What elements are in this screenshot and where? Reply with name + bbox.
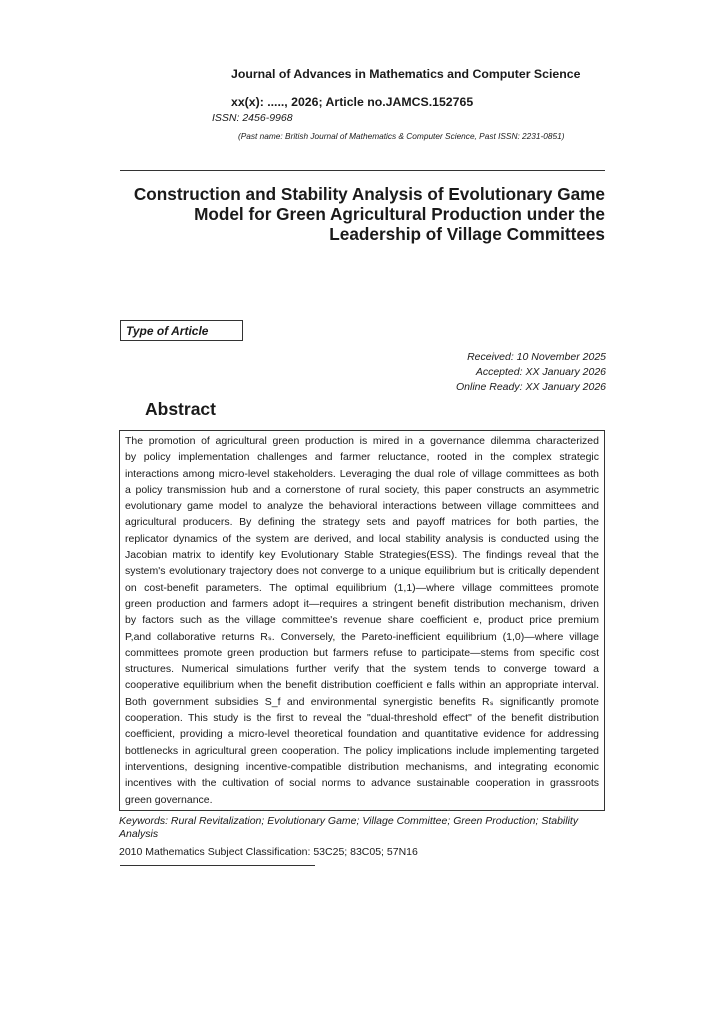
paper-title: Construction and Stability Analysis of Evolutionary Game Model for Green Agricultural Production under the Leadership of Village Committees (133, 184, 605, 244)
issn: ISSN: 2456-9968 (212, 112, 293, 124)
abstract-line: Both government subsidies S_f and environmental synergistic benefits Rₛ significantly promote (125, 695, 599, 708)
abstract-line: Jacobian matrix to identify key Evolutionary Stable Strategies(ESS). The findings reveal that the (125, 549, 599, 562)
footnote-rule (120, 865, 315, 866)
abstract-line: interventions, designing incentive-compatible distribution mechanisms, and integrating economic (125, 760, 599, 773)
accepted-date: Accepted: XX January 2026 (475, 366, 606, 378)
received-date: Received: 10 November 2025 (467, 351, 606, 363)
abstract-line: system's evolutionary trajectory does not converge to a unique equilibrium but is critically dependent (125, 565, 599, 578)
abstract-line: agricultural producers. By defining the strategy sets and payoff matrices for both parties, the (125, 516, 599, 529)
keywords: Keywords: Rural Revitalization; Evolutionary Game; Village Committee; Green Production; Stability Analysis (119, 815, 579, 840)
abstract-heading: Abstract (145, 399, 216, 419)
abstract-line: a policy transmission hub and a cornerstone of rural society, this paper constructs an asymmetric (125, 483, 599, 496)
abstract-box (119, 430, 605, 811)
abstract-line: interactions among micro-level stakeholders. Leveraging the dual role of village committees as both (125, 467, 599, 480)
abstract-line: structures. Numerical simulations further verify that the system tends to converge toward a (125, 663, 599, 676)
abstract-line: cooperative equilibrium when the benefit distribution coefficient e falls within an appropriate interval. (125, 679, 599, 692)
abstract-line: green production and farmers adopt it—requires a stringent benefit distribution mechanism, driven (125, 597, 599, 610)
abstract-line: replicator dynamics of the system are derived, and local stability analysis is conducted using the (125, 532, 599, 545)
abstract-line: bottlenecks in agricultural green cooperation. The policy implications include implementing targeted (125, 744, 599, 757)
abstract-line: The promotion of agricultural green production is mired in a governance dilemma characterized (125, 435, 599, 447)
subject-classification: 2010 Mathematics Subject Classification: 53C25; 83C05; 57N16 (119, 846, 418, 858)
online-date: Online Ready: XX January 2026 (455, 381, 606, 393)
header-rule (120, 170, 605, 171)
abstract-line: green governance. (125, 793, 213, 806)
abstract-line: on cost-benefit parameters. The optimal equilibrium (1,1)—where village committees promote (125, 581, 599, 594)
dates (456, 350, 606, 395)
article-type-box: Type of Article (120, 320, 243, 341)
abstract-line: cooperation. This study is the first to reveal the "dual-threshold effect" of the benefit distribution (125, 712, 599, 725)
journal-name: Journal of Advances in Mathematics and Computer Science (231, 67, 581, 81)
abstract-line: by policy implementation challenges and farmer reluctance, rooted in the complex strategic (125, 451, 599, 464)
abstract-line: incentives with the cultivation of social norms to advance sustainable cooperation in grassroots (125, 777, 599, 790)
abstract-line: committees promote green production but farmers refuse to participate—stems from specific cost (125, 646, 599, 659)
past-name: (Past name: British Journal of Mathematics & Computer Science, Past ISSN: 2231-0851) (238, 131, 565, 141)
abstract-line: evolutionary game model to analyze the behavioral interactions between village committees and (125, 500, 599, 513)
abstract-line: by factors such as the village committee's revenue share coefficient e, product price premium (125, 614, 599, 627)
abstract-line: P,and collaborative returns Rₛ. Conversely, the Pareto-inefficient equilibrium (1,0)—where village (125, 630, 599, 643)
issue-info: xx(x): ....., 2026; Article no.JAMCS.152765 (231, 95, 474, 109)
abstract-line: coefficient, providing a micro-level theoretical foundation and quantitative evidence for addressing (125, 728, 599, 741)
